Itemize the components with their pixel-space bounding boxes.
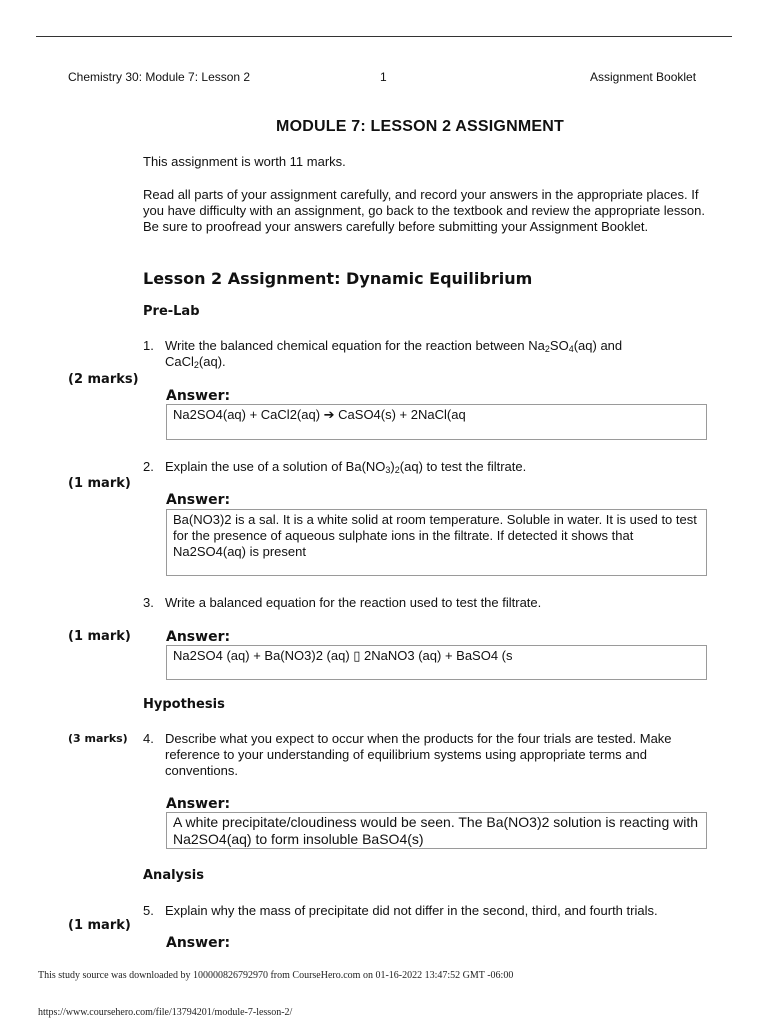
q4-number: 4. bbox=[143, 731, 154, 746]
heading-hypothesis: Hypothesis bbox=[143, 697, 225, 712]
footer-url[interactable]: https://www.coursehero.com/file/13794201/module-7-lesson-2/ bbox=[38, 1007, 293, 1018]
worth-text: This assignment is worth 11 marks. bbox=[143, 154, 346, 169]
q4-marks: (3 marks) bbox=[68, 732, 128, 745]
q1-number: 1. bbox=[143, 338, 154, 353]
heading-prelab: Pre-Lab bbox=[143, 304, 200, 319]
q1-marks: (2 marks) bbox=[68, 372, 139, 387]
q5-marks: (1 mark) bbox=[68, 918, 131, 933]
section-title: Lesson 2 Assignment: Dynamic Equilibrium bbox=[143, 269, 533, 288]
q1-answer-label: Answer: bbox=[166, 388, 231, 404]
q3-marks: (1 mark) bbox=[68, 629, 131, 644]
instructions-text: Read all parts of your assignment carefully, and record your answers in the appropriate places. If you have difficulty with an assignment, go back to the textbook and review the appropriate lesson. Be sure to proofread your answers carefully before submitting your Assignment Booklet. bbox=[143, 187, 705, 234]
header-page-number: 1 bbox=[380, 70, 387, 84]
q1-text: Write the balanced chemical equation for the reaction between $Na_2SO_4(aq)$ and CaCl$_2$(aq). bbox=[165, 338, 623, 370]
q5-answer-label: Answer: bbox=[166, 935, 231, 951]
q2-marks: (1 mark) bbox=[68, 476, 131, 491]
footer-source: This study source was downloaded by 100000826792970 from CourseHero.com on 01-16-2022 13:47:52 GMT -06:00 bbox=[38, 970, 514, 981]
q3-text: Write a balanced equation for the reaction used to test the filtrate. bbox=[165, 595, 542, 610]
q1-answer-box[interactable]: Na2SO4(aq) + CaCl2(aq) ➔ CaSO4(s) + 2NaCl(aq bbox=[166, 404, 707, 440]
q5-number: 5. bbox=[143, 903, 154, 918]
heading-analysis: Analysis bbox=[143, 868, 204, 883]
top-rule bbox=[36, 36, 732, 37]
q3-answer-box[interactable]: Na2SO4 (aq) + Ba(NO3)2 (aq) ▯ 2NaNO3 (aq) + BaSO4 (s bbox=[166, 645, 707, 680]
page-title: MODULE 7: LESSON 2 ASSIGNMENT bbox=[276, 118, 564, 135]
q5-text: Explain why the mass of precipitate did not differ in the second, third, and fourth trials. bbox=[165, 903, 658, 918]
q2-number: 2. bbox=[143, 459, 154, 474]
q4-answer-label: Answer: bbox=[166, 796, 231, 812]
q4-answer-box[interactable]: A white precipitate/cloudiness would be seen. The Ba(NO3)2 solution is reacting with Na2SO4(aq) to form insoluble BaSO4(s) bbox=[166, 812, 707, 849]
q3-number: 3. bbox=[143, 595, 154, 610]
header-course: Chemistry 30: Module 7: Lesson 2 bbox=[68, 70, 251, 84]
q2-answer-label: Answer: bbox=[166, 492, 231, 508]
q4-text: Describe what you expect to occur when the products for the four trials are tested. Make reference to your understanding of equilibrium systems using appropriate terms and conventions. bbox=[165, 731, 672, 778]
q2-answer-box[interactable]: Ba(NO3)2 is a sal. It is a white solid at room temperature. Soluble in water. It is used to test for the presence of aqueous sulphate ions in the filtrate. If detected it shows that Na2SO4(aq) is present bbox=[166, 509, 707, 576]
q2-text: Explain the use of a solution of $Ba(NO_3)_2(aq)$ to test the filtrate. bbox=[165, 459, 527, 475]
header-booklet: Assignment Booklet bbox=[590, 70, 697, 84]
q3-answer-label: Answer: bbox=[166, 629, 231, 645]
